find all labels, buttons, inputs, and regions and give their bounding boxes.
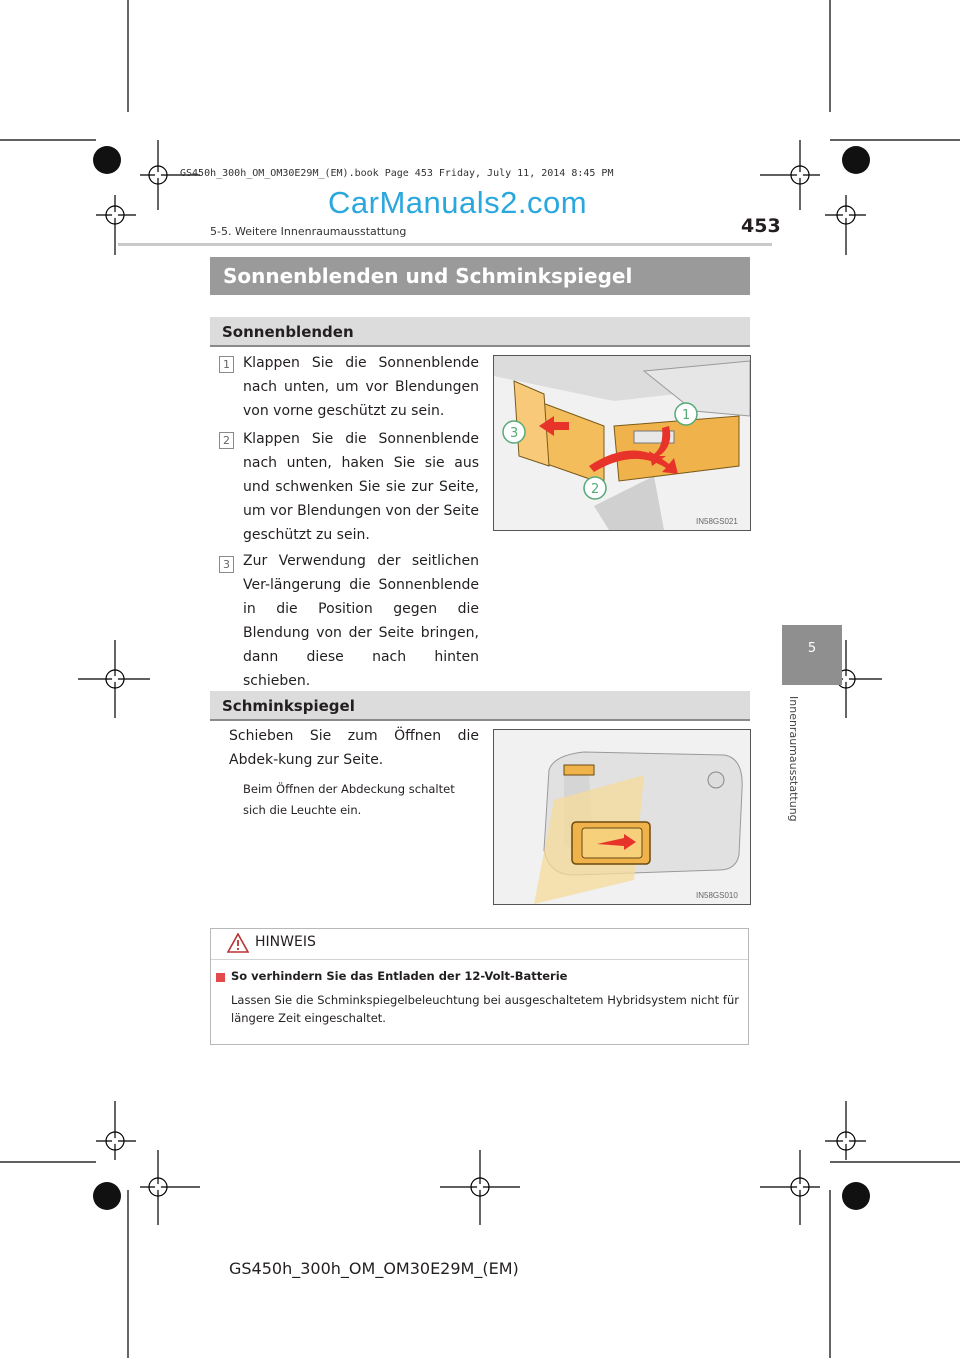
heading-sonnenblenden: Sonnenblenden xyxy=(210,317,750,347)
figure-code: IN58GS010 xyxy=(696,891,738,900)
note-item-text: Lassen Sie die Schminkspiegelbeleuchtung bei ausgeschaltetem Hybridsystem nicht für längere Zeit eingeschaltet. xyxy=(231,993,739,1025)
step-number: 1 xyxy=(219,356,234,373)
step-text: Zur Verwendung der seitlichen Ver-längerung die Sonnenblende in die Position gegen die Blendung von der Seite bringen, dann diese nach hinten schieben. xyxy=(243,553,479,689)
page-number: 453 xyxy=(741,215,781,237)
footer-id: GS450h_300h_OM_OM30E29M_(EM) xyxy=(229,1259,519,1278)
chapter-number: 5 xyxy=(807,641,817,656)
print-info: GS450h_300h_OM_OM30E29M_(EM).book Page 453 Friday, July 11, 2014 8:45 PM xyxy=(180,168,614,179)
header-section: 5-5. Weitere Innenraumausstattung xyxy=(210,225,407,238)
vanity-mirror-illustration xyxy=(494,730,750,904)
bullet-square-icon xyxy=(216,973,225,982)
chapter-label: Innenraumausstattung xyxy=(787,696,800,822)
note-item-title: So verhindern Sie das Entladen der 12-Volt-Batterie xyxy=(231,969,568,983)
callout-2: 2 xyxy=(591,482,600,497)
callout-3: 3 xyxy=(510,426,519,441)
header-rule xyxy=(118,243,772,246)
step-text: Klappen Sie die Sonnenblende nach unten, haken Sie sie aus und schwenken Sie sie zur Seite, um vor Blendungen von der Seite geschützt zu sein. xyxy=(243,431,479,543)
step-number: 2 xyxy=(219,432,234,449)
vanity-mirror-figure xyxy=(493,729,751,905)
watermark: CarManuals2.com xyxy=(328,185,588,220)
mirror-instruction: Schieben Sie zum Öffnen die Abdek-kung zur Seite. xyxy=(229,728,479,768)
heading-schminkspiegel: Schminkspiegel xyxy=(210,691,750,721)
page-title: Sonnenblenden und Schminkspiegel xyxy=(210,257,750,295)
callout-1: 1 xyxy=(682,408,691,423)
note-heading: HINWEIS xyxy=(255,934,316,950)
step-number: 3 xyxy=(219,556,234,573)
figure-code: IN58GS021 xyxy=(696,517,738,526)
sunvisor-figure xyxy=(493,355,751,531)
chapter-tab xyxy=(782,625,842,685)
mirror-note: Beim Öffnen der Abdeckung schaltet sich die Leuchte ein. xyxy=(243,782,455,817)
note-header xyxy=(211,929,748,960)
step-text: Klappen Sie die Sonnenblende nach unten, um vor Blendungen von vorne geschützt zu sein. xyxy=(243,355,479,419)
note-box xyxy=(210,928,749,1045)
warning-icon xyxy=(227,933,249,953)
sunvisor-illustration xyxy=(494,356,750,530)
